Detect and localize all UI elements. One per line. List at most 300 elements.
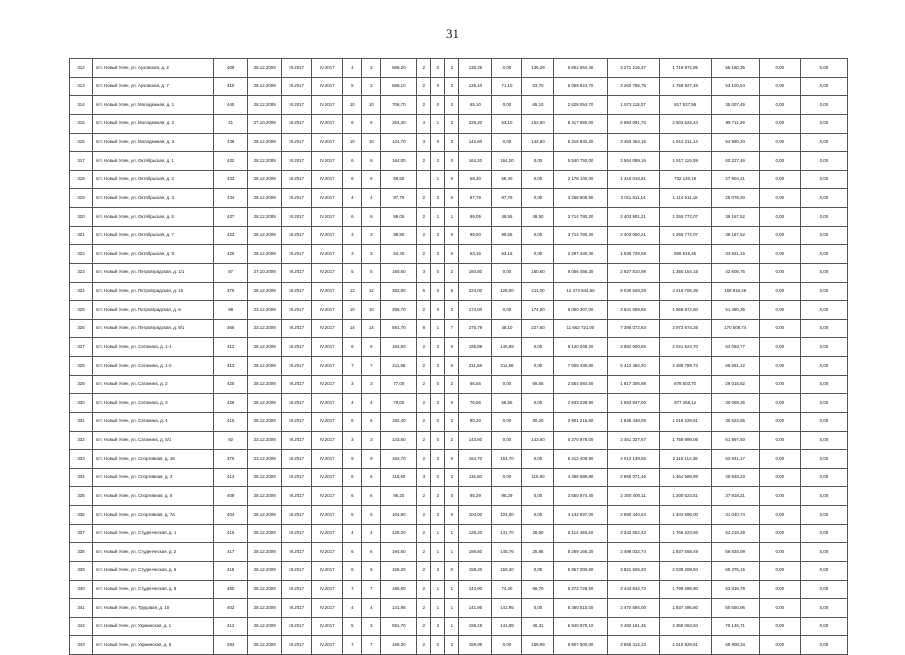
table-cell: 1 — [431, 319, 445, 338]
table-cell: 328 — [70, 357, 93, 376]
table-cell: 211,00 — [522, 282, 554, 301]
table-cell: IV.2017 — [312, 599, 343, 618]
table-cell: 3 714 780,20 — [554, 208, 607, 227]
table-cell: 35 522,65 — [711, 412, 759, 431]
table-cell: 404 — [214, 506, 248, 525]
table-cell: 39 167,52 — [711, 226, 759, 245]
table-cell: 12 — [343, 282, 362, 301]
table-cell: III.2017 — [282, 301, 312, 320]
table-cell: 0,00 — [800, 208, 847, 227]
table-cell: 2 — [417, 96, 431, 115]
table-cell: 2 — [417, 338, 431, 357]
table-cell: 1 — [445, 599, 459, 618]
table-cell: 51 480,36 — [711, 301, 759, 320]
table-cell: III.2017 — [282, 487, 312, 506]
table-cell: 71,10 — [492, 77, 522, 96]
table-cell: IV.2017 — [312, 245, 343, 264]
table-cell: 168 816,46 — [711, 282, 759, 301]
table-cell: 4 — [362, 394, 381, 413]
table-cell: 3 973 974,26 — [659, 319, 711, 338]
table-cell: 0,00 — [522, 394, 554, 413]
table-cell: 164,20 — [492, 152, 522, 171]
table-cell: 0,00 — [759, 208, 800, 227]
table-cell: 418 — [214, 561, 248, 580]
table-cell: 0,00 — [759, 282, 800, 301]
table-cell: пгт. Новый Уоян, ул. Петровградская, д. 1/1 — [93, 263, 214, 282]
table-cell: 0,00 — [522, 152, 554, 171]
table-cell: 164,70 — [492, 450, 522, 469]
table-cell: 0,00 — [800, 152, 847, 171]
table-cell: 1 — [431, 524, 445, 543]
table-cell: 28.12.2009 — [248, 561, 282, 580]
table-cell: 35 007,45 — [711, 96, 759, 115]
table-cell: 0,00 — [492, 412, 522, 431]
table-cell: IV.2017 — [312, 77, 343, 96]
table-cell: пгт. Новый Уоян, ул. Спортивная, д. 5 — [93, 487, 214, 506]
table-cell: 0,00 — [522, 226, 554, 245]
table-cell: 4 — [343, 59, 362, 78]
table-cell: 28.12.2009 — [248, 170, 282, 189]
table-cell: 211,58 — [492, 357, 522, 376]
table-cell: 317 — [70, 152, 93, 171]
table-cell: 142,60 — [522, 133, 554, 152]
table-cell: IV.2017 — [312, 338, 343, 357]
table-cell: 3 443 842,73 — [607, 580, 659, 599]
table-cell: IV.2017 — [312, 226, 343, 245]
table-cell: 14 — [362, 319, 381, 338]
table-cell: пгт. Новый Уоян, ул. Студенческая, д. 9 — [93, 580, 214, 599]
table-cell: 6 212 409,90 — [554, 450, 607, 469]
table-cell: 342 — [70, 617, 93, 636]
table-cell: 23.12.2009 — [248, 450, 282, 469]
table-cell: 12 473 844,60 — [554, 282, 607, 301]
table-cell: 7 — [343, 357, 362, 376]
table-cell: 2 — [417, 245, 431, 264]
table-cell: 4 356 589,80 — [554, 468, 607, 487]
table-cell: 335 — [70, 487, 93, 506]
table-cell: 0,00 — [759, 543, 800, 562]
table-cell: 0,00 — [492, 59, 522, 78]
table-cell: 2 627 810,09 — [607, 263, 659, 282]
table-cell: 0,00 — [800, 319, 847, 338]
table-cell: 5 272 728,50 — [554, 580, 607, 599]
table-cell: пгт. Новый Уоян, ул. Октябрьская, д. 5 — [93, 208, 214, 227]
table-cell: 2 300 400,11 — [607, 487, 659, 506]
table-cell: 0,00 — [522, 170, 554, 189]
table-cell: пгт. Новый Уоян, ул. Студенческая, д. 2 — [93, 543, 214, 562]
table-cell: 333 — [70, 450, 93, 469]
table-cell: 28.12.2009 — [248, 543, 282, 562]
table-cell: 77,00 — [381, 375, 417, 394]
table-cell: 115,60 — [522, 468, 554, 487]
table-cell: 0,00 — [759, 506, 800, 525]
table-cell: 4 — [343, 524, 362, 543]
table-cell: 87,79 — [381, 189, 417, 208]
table-cell: 0 — [431, 636, 445, 655]
table-body — [70, 59, 848, 655]
table-cell: 2 — [431, 152, 445, 171]
table-cell: 9 020 628,29 — [607, 282, 659, 301]
table-cell: 1 — [431, 543, 445, 562]
table-cell: 65,10 — [522, 96, 554, 115]
table-cell: 0,00 — [800, 263, 847, 282]
table-cell: IV.2017 — [312, 133, 343, 152]
table-cell: пгт. Новый Уоян, ул. Октябрьская, д. 7 — [93, 226, 214, 245]
table-cell: 409 — [214, 59, 248, 78]
table-cell: 1 766 523,66 — [659, 524, 711, 543]
table-cell: 2 — [431, 394, 445, 413]
table-cell: 0,00 — [800, 301, 847, 320]
table-cell: 23.12.2009 — [248, 319, 282, 338]
table-cell: 143,90 — [459, 580, 492, 599]
table-cell: 145,76 — [492, 543, 522, 562]
table-cell: пгт. Новый Уоян, ул. Студенческая, д. 1 — [93, 524, 214, 543]
table-cell: 4 013 139,56 — [607, 450, 659, 469]
table-cell: 417 — [214, 543, 248, 562]
table-cell: 329 — [70, 375, 93, 394]
table-cell: 41 — [214, 114, 248, 133]
table-cell: 6 — [343, 468, 362, 487]
table-cell: 414 — [214, 468, 248, 487]
table-cell: 2 — [417, 301, 431, 320]
table-cell: 2 — [417, 636, 431, 655]
table-cell: 10 — [343, 301, 362, 320]
table-cell: 28.12.2009 — [248, 357, 282, 376]
table-row — [70, 543, 848, 562]
table-row — [70, 431, 848, 450]
table-cell: 128,20 — [381, 524, 417, 543]
table-cell: 6 — [343, 114, 362, 133]
table-cell: 4 — [343, 599, 362, 618]
table-cell: 174,00 — [522, 301, 554, 320]
table-cell: IV.2017 — [312, 487, 343, 506]
table-cell: III.2017 — [282, 96, 312, 115]
table-cell: 0 — [431, 133, 445, 152]
table-cell: 1 — [431, 114, 445, 133]
table-row — [70, 152, 848, 171]
table-cell: 2 — [417, 412, 431, 431]
table-cell: 0,00 — [800, 431, 847, 450]
table-cell: 141,70 — [492, 524, 522, 543]
table-cell: 1 917 119,09 — [659, 152, 711, 171]
table-cell: 225,20 — [459, 114, 492, 133]
table-cell: 99,90 — [381, 226, 417, 245]
table-cell: 6 — [343, 152, 362, 171]
table-cell: 195,89 — [459, 338, 492, 357]
table-cell: 58,40 — [459, 170, 492, 189]
table-cell: 74,40 — [492, 580, 522, 599]
table-cell: 28.12.2009 — [248, 338, 282, 357]
table-cell: пгт. Новый Уоян, ул. Сатанина, д. 3 — [93, 394, 214, 413]
table-cell: 2 603 622,44 — [659, 114, 711, 133]
table-cell: 1 — [445, 580, 459, 599]
table-cell: пгт. Новый Уоян, ул. Спортивная, д. 7a — [93, 506, 214, 525]
table-cell: 732 140,19 — [659, 170, 711, 189]
table-cell: 0,00 — [800, 487, 847, 506]
table-cell: 6 — [417, 282, 431, 301]
table-cell: 28.12.2009 — [248, 77, 282, 96]
table-cell: 2 — [417, 524, 431, 543]
table-cell: 28.12.2009 — [248, 487, 282, 506]
table-cell: 1 019 228,61 — [659, 412, 711, 431]
table-cell: 55 160,35 — [711, 59, 759, 78]
table-cell: 0 — [445, 152, 459, 171]
table-cell: 98 — [214, 301, 248, 320]
table-cell: 2 369 063,94 — [659, 617, 711, 636]
table-cell: IV.2017 — [312, 170, 343, 189]
table-cell: 0,00 — [759, 133, 800, 152]
table-cell: 0,00 — [522, 450, 554, 469]
table-cell: 1 536 728,09 — [607, 245, 659, 264]
table-cell: 423 — [214, 226, 248, 245]
table-cell: пгт. Новый Уоян, ул. Петровградская, д. 9/1 — [93, 319, 214, 338]
table-cell: 0,00 — [800, 561, 847, 580]
table-cell: 6 — [343, 487, 362, 506]
table-row — [70, 301, 848, 320]
table-cell: 3 271 216,37 — [607, 59, 659, 78]
table-cell: 2 — [445, 77, 459, 96]
table-cell: III.2017 — [282, 543, 312, 562]
table-cell: 0,00 — [522, 599, 554, 618]
table-cell: 2 — [445, 114, 459, 133]
table-cell: IV.2017 — [312, 636, 343, 655]
table-cell: 0 — [445, 226, 459, 245]
table-cell: 27.10.2009 — [248, 263, 282, 282]
table-cell: 0,00 — [800, 468, 847, 487]
table-cell: 1 817 305,98 — [607, 375, 659, 394]
table-cell: 0,00 — [800, 133, 847, 152]
table-cell: 1 — [445, 617, 459, 636]
table-cell: 3 451 327,67 — [607, 431, 659, 450]
table-cell: 27 904,21 — [711, 170, 759, 189]
table-cell: 8 417 950,00 — [554, 114, 607, 133]
table-cell: 415 — [214, 412, 248, 431]
table-cell: 0,00 — [800, 450, 847, 469]
table-cell: 0,00 — [759, 189, 800, 208]
table-cell: 11 662 721,00 — [554, 319, 607, 338]
table-cell: III.2017 — [282, 208, 312, 227]
table-cell: 159,20 — [492, 561, 522, 580]
table-row — [70, 208, 848, 227]
table-cell: 2 — [431, 487, 445, 506]
table-cell: 0 — [445, 394, 459, 413]
table-cell: 0,00 — [800, 394, 847, 413]
table-cell: 3 — [343, 245, 362, 264]
table-cell: 3 855 412,13 — [607, 636, 659, 655]
table-cell: III.2017 — [282, 226, 312, 245]
table-cell: 28.12.2009 — [248, 189, 282, 208]
table-cell: 0,00 — [492, 468, 522, 487]
table-cell: 6 — [362, 208, 381, 227]
table-cell: 2 — [431, 338, 445, 357]
table-cell: 1 — [445, 208, 459, 227]
table-row — [70, 114, 848, 133]
table-cell: 211,58 — [459, 357, 492, 376]
table-cell: 99,05 — [381, 208, 417, 227]
table-cell: 0,00 — [759, 394, 800, 413]
table-cell: пгт. Новый Уоян, ул. Украинская, д. 5 — [93, 636, 214, 655]
table-cell: 0,00 — [759, 636, 800, 655]
table-row — [70, 77, 848, 96]
table-cell: 2 — [445, 59, 459, 78]
table-cell: 3 882 600,65 — [607, 338, 659, 357]
table-cell: 0,00 — [800, 506, 847, 525]
table-cell: 54 219,29 — [711, 524, 759, 543]
table-cell: 28.12.2009 — [248, 96, 282, 115]
table-cell: 7 396 072,83 — [607, 319, 659, 338]
table-cell: 115,60 — [459, 468, 492, 487]
table-cell: 7 — [362, 636, 381, 655]
table-cell: 224,00 — [459, 282, 492, 301]
table-cell: III.2017 — [282, 282, 312, 301]
table-cell: 0,00 — [759, 338, 800, 357]
table-cell: 2 118 112,38 — [659, 450, 711, 469]
table-cell: 28.12.2009 — [248, 617, 282, 636]
table-cell: 66,56 — [459, 375, 492, 394]
table-cell: 0 — [431, 301, 445, 320]
table-cell: пгт. Новый Уоян, ул. Молодежная, д. 3 — [93, 133, 214, 152]
table-cell: 1 853 947,00 — [607, 394, 659, 413]
table-cell: 0,00 — [800, 338, 847, 357]
table-cell: 143,60 — [522, 431, 554, 450]
table-cell: 3 258 906,50 — [554, 189, 607, 208]
table-cell: 104,80 — [381, 506, 417, 525]
table-cell: 128,00 — [492, 282, 522, 301]
table-cell: 0,00 — [800, 375, 847, 394]
table-cell: 0 — [431, 59, 445, 78]
table-cell: 425 — [214, 245, 248, 264]
table-cell: IV.2017 — [312, 319, 343, 338]
table-cell: 3 — [343, 375, 362, 394]
table-cell: 3 — [362, 375, 381, 394]
table-row — [70, 96, 848, 115]
table-cell: 5 — [343, 506, 362, 525]
table-cell: 25 078,20 — [711, 189, 759, 208]
table-cell: 10 — [362, 133, 381, 152]
table-cell: пгт. Новый Уоян, ул. Октябрьская, д. 1 — [93, 152, 214, 171]
table-cell: 6 — [362, 412, 381, 431]
table-cell: 1 837 495,60 — [659, 599, 711, 618]
table-cell: пгт. Новый Уоян, ул. Украинская, д. 1 — [93, 617, 214, 636]
table-cell: 321 — [70, 226, 93, 245]
table-cell: пгт. Новый Уоян, ул. Сатанина, д. 5/1 — [93, 431, 214, 450]
table-cell: 0 — [431, 375, 445, 394]
table-cell: 65 651,12 — [711, 357, 759, 376]
table-cell: 27.10.2009 — [248, 114, 282, 133]
table-cell: 2 — [417, 357, 431, 376]
table-cell: 28.12.2009 — [248, 282, 282, 301]
table-row — [70, 170, 848, 189]
table-cell: 5 907 500,00 — [554, 636, 607, 655]
table-cell: III.2017 — [282, 152, 312, 171]
table-cell: 2 — [417, 580, 431, 599]
table-cell: 2 — [445, 301, 459, 320]
table-cell: 6 940 970,10 — [554, 617, 607, 636]
table-row — [70, 189, 848, 208]
table-cell: 1 758 999,06 — [659, 431, 711, 450]
table-cell: пгт. Новый Уоян, ул. Студенческая, д. 6 — [93, 561, 214, 580]
table-cell: IV.2017 — [312, 524, 343, 543]
table-cell: 6 — [362, 543, 381, 562]
table-cell: 315 — [70, 114, 93, 133]
table-cell: 5 957 000,60 — [554, 561, 607, 580]
table-cell: 339 — [70, 561, 93, 580]
table-cell: 0,00 — [492, 636, 522, 655]
table-cell: 63,16 — [492, 245, 522, 264]
table-cell: 412 — [214, 338, 248, 357]
table-cell: 1 868 872,60 — [659, 301, 711, 320]
table-cell: IV.2017 — [312, 394, 343, 413]
table-cell: 124,70 — [381, 133, 417, 152]
table-cell: 416 — [214, 524, 248, 543]
table-cell: 433 — [214, 170, 248, 189]
table-cell: 2 — [417, 189, 431, 208]
table-cell: 0,00 — [800, 524, 847, 543]
table-cell: 65,10 — [459, 96, 492, 115]
table-cell: 160,60 — [522, 263, 554, 282]
table-cell: 3 — [362, 617, 381, 636]
table-cell: III.2017 — [282, 561, 312, 580]
table-cell: 817 537,58 — [659, 96, 711, 115]
table-cell: IV.2017 — [312, 543, 343, 562]
table-cell: III.2017 — [282, 617, 312, 636]
table-cell: 4 — [343, 394, 362, 413]
table-cell: 211,58 — [381, 357, 417, 376]
table-cell: 135,10 — [459, 77, 492, 96]
table-cell: 2 178 140,00 — [554, 170, 607, 189]
table-cell: 7 009 436,80 — [554, 357, 607, 376]
table-cell: 413 — [214, 357, 248, 376]
table-cell: 0 — [431, 282, 445, 301]
table-cell: 330 — [70, 394, 93, 413]
table-cell: 6 — [362, 152, 381, 171]
table-cell: IV.2017 — [312, 96, 343, 115]
table-cell: 2 — [417, 59, 431, 78]
table-cell: 0,00 — [800, 170, 847, 189]
table-row — [70, 617, 848, 636]
table-cell: III.2017 — [282, 636, 312, 655]
table-cell: 56 834,09 — [711, 543, 759, 562]
table-cell: 60 227,46 — [711, 152, 759, 171]
table-cell: 296,70 — [381, 301, 417, 320]
table-cell: 0,00 — [522, 357, 554, 376]
table-cell: 440 — [214, 96, 248, 115]
table-cell: IV.2017 — [312, 301, 343, 320]
table-cell: IV.2017 — [312, 282, 343, 301]
table-cell: 28.12.2009 — [248, 506, 282, 525]
table-cell: 2 — [417, 599, 431, 618]
table-cell: 3 — [343, 431, 362, 450]
table-cell: 6 — [343, 208, 362, 227]
table-cell: 2 488 789,73 — [659, 357, 711, 376]
table-cell: 159,20 — [459, 561, 492, 580]
table-cell: 3 — [362, 59, 381, 78]
table-cell: 28.12.2009 — [248, 245, 282, 264]
table-row — [70, 636, 848, 655]
table-cell: 1 200 523,51 — [659, 487, 711, 506]
table-cell: 0 — [431, 96, 445, 115]
table-cell: 0 — [431, 468, 445, 487]
table-cell: 0,00 — [800, 412, 847, 431]
table-cell: 29 015,82 — [711, 375, 759, 394]
table-cell: 2 — [417, 375, 431, 394]
table-cell: 42 605,76 — [711, 263, 759, 282]
table-row — [70, 263, 848, 282]
table-cell: 4 492 161,45 — [607, 617, 659, 636]
table-cell: 49,55 — [492, 208, 522, 227]
table-row — [70, 524, 848, 543]
table-cell: 658,10 — [381, 77, 417, 96]
